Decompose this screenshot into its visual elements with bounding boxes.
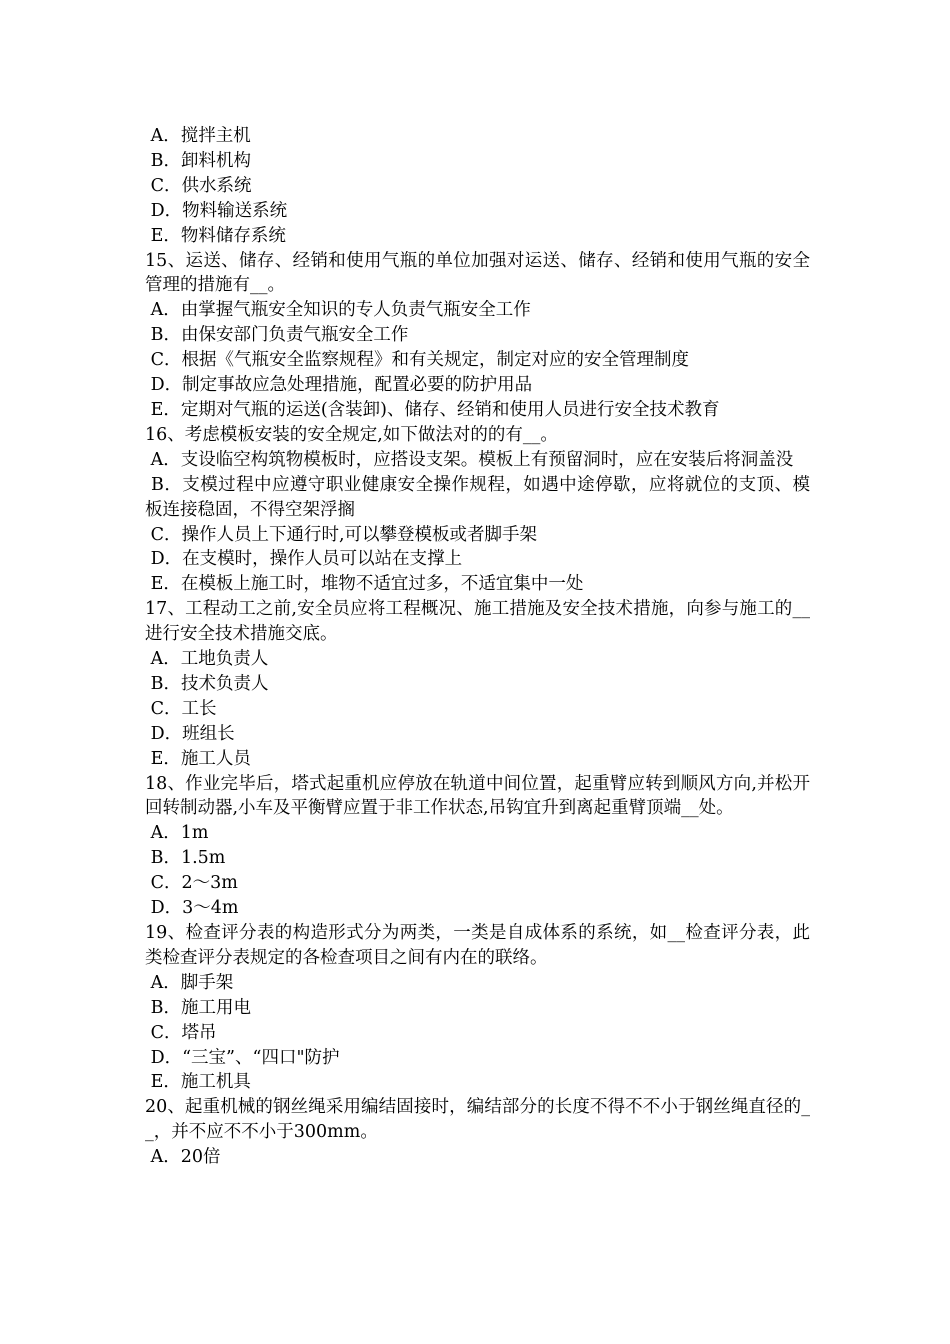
option-line: C．操作人员上下通行时,可以攀登模板或者脚手架 (145, 524, 538, 545)
option-line: C．工长 (145, 698, 217, 719)
option-line: C．塔吊 (145, 1022, 217, 1043)
question-15: 15、运送、储存、经销和使用气瓶的单位加强对运送、储存、经销和使用气瓶的安全管理的措施有__。 (145, 250, 810, 296)
question-18: 18、作业完毕后，塔式起重机应停放在轨道中间位置，起重臂应转到顺风方向,并松开回转制动器,小车及平衡臂应置于非工作状态,吊钩宜升到离起重臂顶端__处。 (145, 773, 810, 819)
option-line: B．支模过程中应遵守职业健康安全操作规程，如遇中途停歇，应将就位的支顶、模板连接稳固，不得空架浮搁 (145, 474, 810, 520)
option-line: C．供水系统 (145, 175, 252, 196)
option-line: A．1m (145, 823, 209, 844)
question-20: 20、起重机械的钢丝绳采用编结固接时，编结部分的长度不得不不小于钢丝绳直径的__，并不应不不小于300mm。 (145, 1097, 810, 1143)
option-line: B．技术负责人 (145, 673, 269, 694)
question-16: 16、考虑模板安装的安全规定,如下做法对的的有__。 (145, 424, 558, 445)
option-line: D．制定事故应急处理措施，配置必要的防护用品 (145, 375, 533, 396)
option-line: A．工地负责人 (145, 649, 269, 670)
option-line: A．支设临空构筑物模板时，应搭设支架。模板上有预留洞时，应在安装后将洞盖没 (145, 449, 794, 470)
option-line: D．3～4m (145, 898, 239, 919)
document-body (145, 124, 810, 1170)
option-line: E．物料储存系统 (145, 225, 286, 246)
option-line: A．搅拌主机 (145, 126, 251, 146)
option-line: D．班组长 (145, 723, 235, 744)
question-19: 19、检查评分表的构造形式分为两类，一类是自成体系的系统，如__检查评分表，此类检查评分表规定的各检查项目之间有内在的联络。 (145, 923, 810, 968)
option-line: A．脚手架 (145, 972, 234, 993)
option-line: A．20倍 (145, 1147, 221, 1168)
option-line: D．“三宝”、“四口"防护 (145, 1047, 340, 1068)
option-line: E．定期对气瓶的运送(含装卸)、储存、经销和使用人员进行安全技术教育 (145, 399, 720, 420)
option-line: D．物料输送系统 (145, 200, 288, 221)
option-line: B．1.5m (145, 848, 226, 869)
option-line: B．由保安部门负责气瓶安全工作 (145, 325, 409, 346)
option-line: C．根据《气瓶安全监察规程》和有关规定，制定对应的安全管理制度 (145, 350, 689, 371)
option-line: B．卸料机构 (145, 150, 251, 171)
option-line: D．在支模时，操作人员可以站在支撑上 (145, 549, 463, 570)
option-line: C．2～3m (145, 873, 238, 894)
option-line: A．由掌握气瓶安全知识的专人负责气瓶安全工作 (145, 300, 531, 321)
option-line: E．在模板上施工时，堆物不适宜过多，不适宜集中一处 (145, 574, 584, 595)
option-line: E．施工人员 (145, 748, 251, 769)
option-line: E．施工机具 (145, 1072, 251, 1093)
question-17: 17、工程动工之前,安全员应将工程概况、施工措施及安全技术措施，向参与施工的__进行安全技术措施交底。 (145, 599, 810, 645)
option-line: B．施工用电 (145, 997, 251, 1018)
